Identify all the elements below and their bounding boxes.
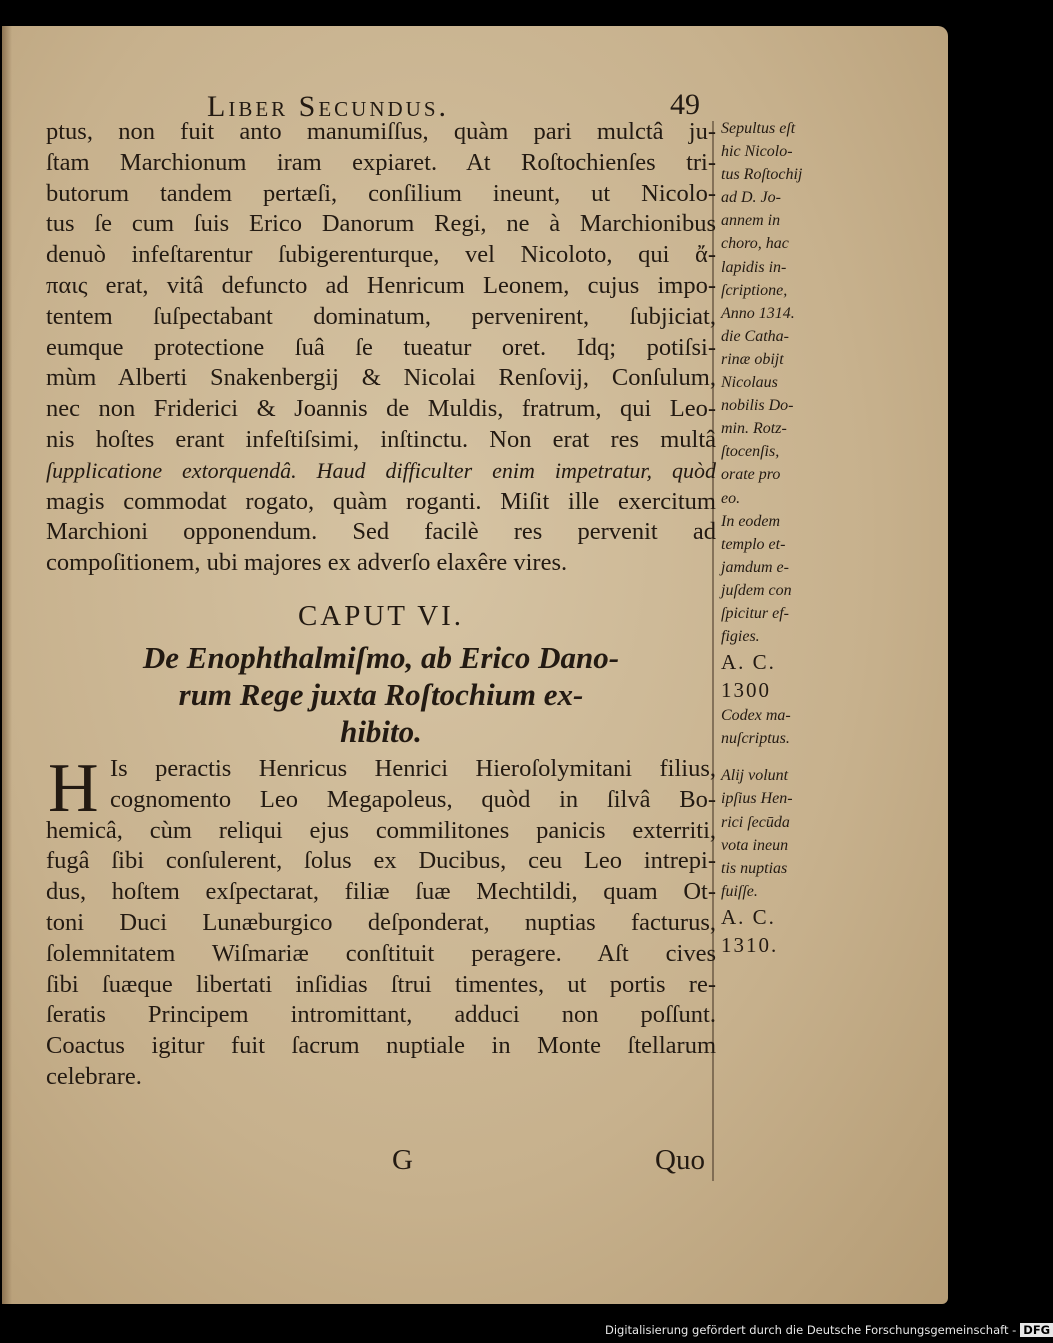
marginal-line: min. Rotz- (721, 420, 787, 438)
marginal-line: hic Nicolo- (721, 143, 793, 161)
text-line: ſtam Marchionum iram expiaret. At Roſtochienſes tri- (46, 148, 716, 176)
marginal-line: vota ineun (721, 836, 789, 854)
page-edge-shadow (2, 26, 12, 1304)
marginal-line: ſcriptione, (721, 281, 788, 299)
marginal-line: tis nuptias (721, 859, 788, 877)
text-line: Marchioni opponendum. Sed facilè res pervenit ad (46, 518, 716, 546)
marginal-year-label: A. C. (721, 650, 776, 675)
text-line: nis hoſtes erant infeſtiſsimi, inſtinctu. Non erat res multâ (46, 425, 716, 453)
marginal-year: 1310. (721, 932, 779, 957)
marginal-line: Nicolaus (721, 374, 778, 392)
text-line: ſolemnitatem Wiſmariæ conſtituit peragere. Aſt cives (46, 939, 716, 967)
chapter-title (46, 639, 716, 750)
main-text-block (46, 117, 716, 1093)
marginal-line: tus Roſtochij (721, 166, 803, 184)
marginal-line: ipſius Hen- (721, 790, 793, 808)
marginal-line: Anno 1314. (721, 304, 795, 322)
marginal-line: ad D. Jo- (721, 189, 781, 207)
book-page (2, 26, 948, 1304)
chapter-title-line: rum Rege juxta Roſtochium ex- (178, 676, 584, 712)
marginal-line: nobilis Do- (721, 397, 794, 415)
marginal-line: Alij volunt (721, 767, 789, 785)
text-line: toni Duci Lunæburgico deſponderat, nuptias facturus, (46, 908, 716, 936)
text-line: ſupplicatione extorquendâ. Haud difficulter enim impetratur, quòd (46, 457, 716, 483)
text-line: cognomento Leo Megapoleus, quòd in ſilvâ Bo- (110, 785, 716, 813)
text-line: nec non Friderici & Joannis de Muldis, fratrum, qui Leo- (46, 395, 716, 423)
text-line: dus, hoſtem exſpectarat, filiæ ſuæ Mechtildi, quam Ot- (46, 878, 716, 906)
marginal-notes (721, 117, 831, 959)
text-line: mùm Alberti Snakenbergij & Nicolai Renſovij, Conſulum, (46, 364, 716, 392)
credit-text: Digitalisierung gefördert durch die Deutsche Forschungsgemeinschaft - (605, 1323, 1017, 1337)
marginal-line: choro, hac (721, 235, 789, 253)
text-line: magis commodat rogato, quàm roganti. Miſit ille exercitum (46, 487, 716, 515)
marginal-line: jamdum e- (721, 558, 789, 576)
marginal-line: ſtocenſis, (721, 443, 780, 461)
page-number: 49 (670, 88, 700, 121)
text-line: fugâ ſibi conſulerent, ſolus ex Ducibus, ceu Leo intrepi- (46, 847, 716, 875)
marginal-year: 1300 (721, 678, 771, 703)
text-line: παις erat, vitâ defuncto ad Henricum Leonem, cujus impo- (46, 271, 716, 299)
drop-cap: H (48, 749, 99, 827)
text-line: tentem ſuſpectabant dominatum, pervenirent, ſubjiciat, (46, 302, 716, 330)
catchword: Quo (655, 1144, 705, 1176)
signature-mark: G (392, 1144, 413, 1176)
marginal-line: fuiſſe. (721, 882, 758, 900)
text-line: hemicâ, cùm reliqui ejus commilitones panicis exterriti, (46, 816, 716, 844)
marginal-line: figies. (721, 628, 760, 646)
marginal-line: rinæ obijt (721, 350, 784, 368)
marginal-line: juſdem con (721, 581, 792, 599)
running-header: Liber Secundus. (207, 90, 450, 123)
text-line: Coactus igitur fuit ſacrum nuptiale in Monte ſtellarum (46, 1032, 716, 1060)
marginal-line: ſpicitur ef- (721, 604, 789, 622)
text-line: ſeratis Principem intromittant, adduci non poſſunt. (46, 1001, 716, 1029)
marginal-line: eo. (721, 489, 741, 507)
text-line: Is peractis Henricus Henrici Hieroſolymitani filius, (110, 754, 716, 782)
marginal-line: rici ſecūda (721, 813, 790, 831)
marginal-line: In eodem (721, 512, 781, 530)
text-line: compoſitionem, ubi majores ex adverſo elaxêre vires. (46, 549, 568, 577)
marginal-line: die Catha- (721, 327, 789, 345)
text-line: ptus, non fuit anto manumiſſus, quàm pari mulctâ ju- (46, 118, 716, 145)
marginal-year-label: A. C. (721, 904, 776, 929)
marginal-line: nuſcriptus. (721, 730, 790, 748)
chapter-title-line: De Enophthalmiſmo, ab Erico Dano- (142, 639, 620, 675)
marginal-line: lapidis in- (721, 258, 787, 276)
marginal-line: templo et- (721, 535, 786, 553)
marginal-line: Codex ma- (721, 707, 791, 725)
text-line: celebrare. (46, 1062, 142, 1090)
text-line: butorum tandem pertæſi, conſilium ineunt, ut Nicolo- (46, 179, 716, 207)
text-line: denuò infeſtarentur ſubigerenturque, vel Nicoloto, qui ἄ- (46, 241, 716, 269)
marginal-line: annem in (721, 212, 781, 230)
text-line: eumque protectione ſuâ ſe tueatur oret. Idq; potiſsi- (46, 333, 716, 361)
marginal-line: Sepultus eſt (721, 120, 796, 137)
chapter-heading: CAPUT VI. (297, 599, 465, 632)
marginal-line: orate pro (721, 466, 781, 484)
chapter-title-line: hibito. (340, 713, 422, 749)
text-line: tus ſe cum ſuis Erico Danorum Regi, ne à Marchionibus (46, 210, 716, 238)
chapter-body (46, 749, 716, 1093)
dfg-logo: DFG (1020, 1323, 1053, 1337)
digitization-credit (605, 1323, 1053, 1337)
text-line: ſibi ſuæque libertati inſidias ſtrui timentes, ut portis re- (46, 970, 716, 998)
